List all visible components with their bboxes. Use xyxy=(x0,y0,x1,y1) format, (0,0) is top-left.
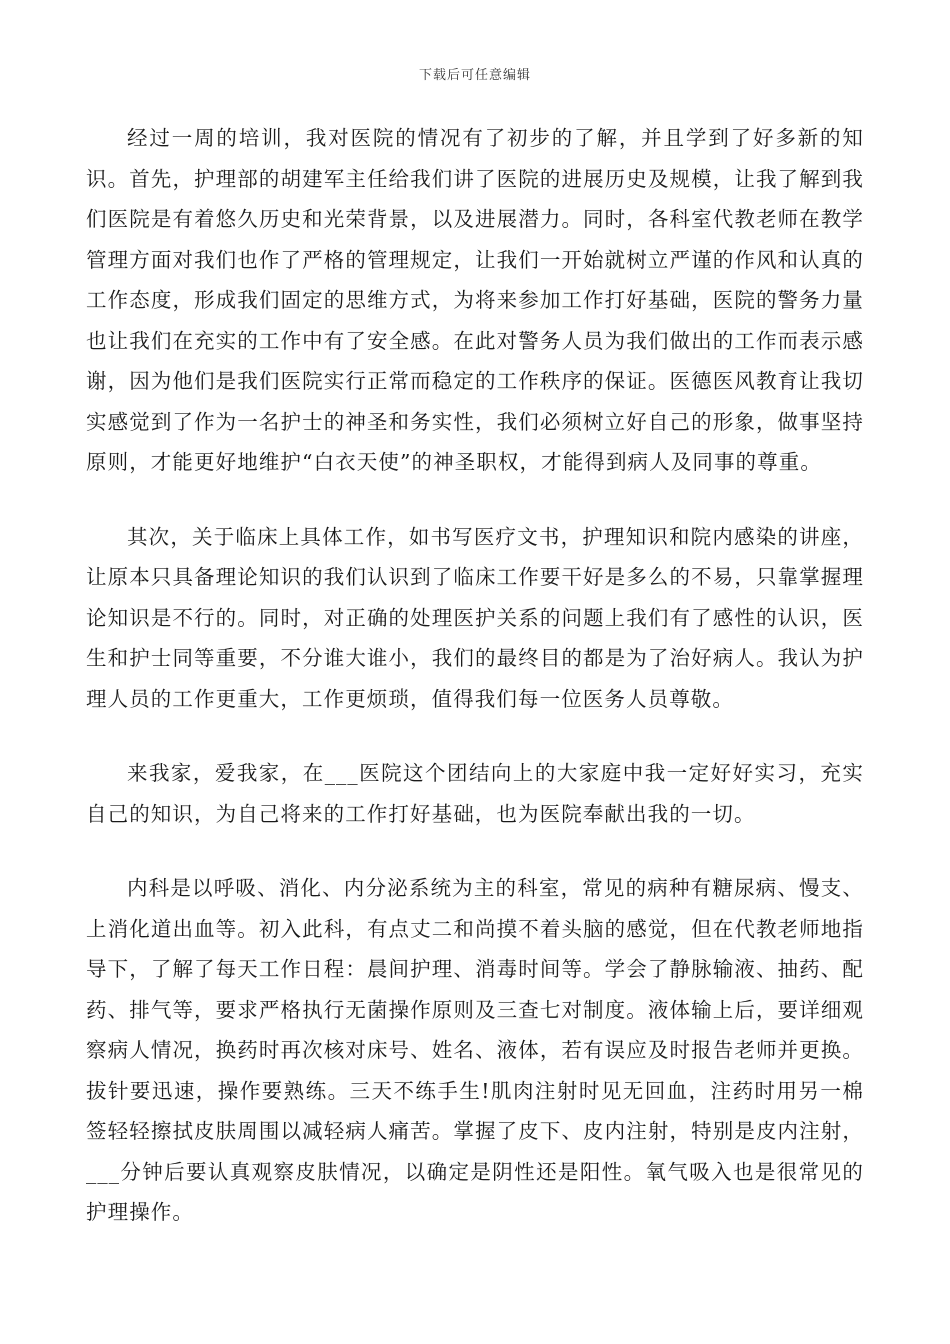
paragraph-hospital-family: 来我家，爱我家，在___医院这个团结向上的大家庭中我一定好好实习，充实自己的知识，为自己将来的工作打好基础，也为医院奉献出我的一切。 xyxy=(86,761,864,826)
page-header-note: 下载后可任意编辑 xyxy=(418,68,531,83)
paragraph-internal-medicine: 内科是以呼吸、消化、内分泌系统为主的科室，常见的病种有糖尿病、慢支、上消化道出血等。初入此科，有点丈二和尚摸不着头脑的感觉，但在代教老师地指导下，了解了每天工作日程：晨间护理、消毒时间等。学会了静脉输液、抽药、配药、排气等，要求严格执行无菌操作原则及三查七对制度。液体输上后，要详细观察病人情况，换药时再次核对床号、姓名、液体，若有误应及时报告老师并更换。拔针要迅速，操作要熟练。三天不练手生!肌肉注射时见无回血，注药时用另一棉签轻轻擦拭皮肤周围以减轻病人痛苦。掌握了皮下、皮内注射，特别是皮内注射，___分钟后要认真观察皮肤情况，以确定是阴性还是阳性。氧气吸入也是很常见的护理操作。 xyxy=(86,876,864,1224)
paragraph-training-overview: 经过一周的培训，我对医院的情况有了初步的了解，并且学到了好多新的知识。首先，护理部的胡建军主任给我们讲了医院的进展历史及规模，让我了解到我们医院是有着悠久历史和光荣背景，以及进展潜力。同时，各科室代教老师在教学管理方面对我们也作了严格的管理规定，让我们一开始就树立严谨的作风和认真的工作态度，形成我们固定的思维方式，为将来参加工作打好基础，医院的警务力量也让我们在充实的工作中有了安全感。在此对警务人员为我们做出的工作而表示感谢，因为他们是我们医院实行正常而稳定的工作秩序的保证。医德医风教育让我切实感觉到了作为一名护士的神圣和务实性，我们必须树立好自己的形象，做事坚持原则，才能更好地维护“白衣天使”的神圣职权，才能得到病人及同事的尊重。 xyxy=(86,126,864,474)
document-body xyxy=(86,118,864,1267)
paragraph-clinical-work: 其次，关于临床上具体工作，如书写医疗文书，护理知识和院内感染的讲座，让原本只具备理论知识的我们认识到了临床工作要干好是多么的不易，只靠掌握理论知识是不行的。同时，对正确的处理医护关系的问题上我们有了感性的认识，医生和护士同等重要，不分谁大谁小，我们的最终目的都是为了治好病人。我认为护理人员的工作更重大，工作更烦琐，值得我们每一位医务人员尊敬。 xyxy=(86,524,864,711)
